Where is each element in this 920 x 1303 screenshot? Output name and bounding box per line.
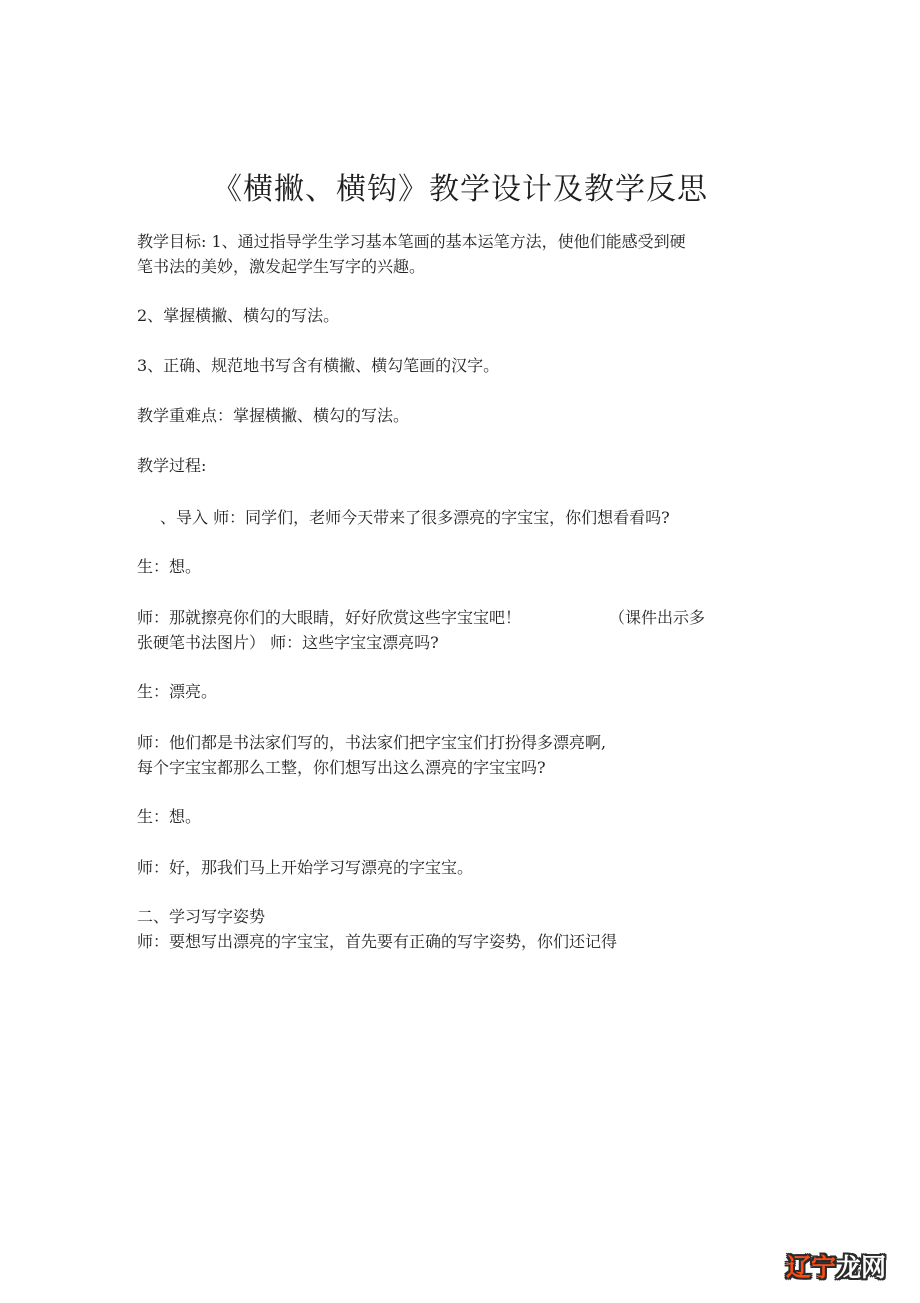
- objectives-line-2: 笔书法的美妙，激发起学生写字的兴趣。: [137, 257, 426, 276]
- student-reply-3: 生：想。: [137, 807, 202, 826]
- site-watermark-logo: [786, 1253, 886, 1283]
- watermark-red-text: 辽宁: [786, 1253, 837, 1282]
- teacher-line-3b: 每个字宝宝都那么工整，你们想写出这么漂亮的字宝宝吗?: [137, 758, 546, 777]
- section-2-heading: 二、学习写字姿势: [137, 907, 266, 926]
- student-reply-2: 生：漂亮。: [137, 682, 218, 701]
- teacher-line-2a: [137, 606, 705, 630]
- teacher-line-4: 师：好，那我们马上开始学习写漂亮的字宝宝。: [137, 858, 474, 877]
- watermark-white-text: 龙网: [836, 1253, 887, 1282]
- objectives-line-1: 教学目标: 1、通过指导学生学习基本笔画的基本运笔方法，使他们能感受到硬: [137, 232, 686, 251]
- student-reply-1: 生：想。: [137, 557, 202, 576]
- process-heading: 教学过程:: [137, 456, 207, 475]
- teacher-line-2a-text: 师：那就擦亮你们的大眼睛，好好欣赏这些字宝宝吧！: [137, 608, 522, 627]
- courseware-note: （课件出示多: [609, 608, 706, 627]
- section-1-intro: 、导入 师：同学们，老师今天带来了很多漂亮的字宝宝，你们想看看吗?: [160, 508, 670, 527]
- teacher-line-5: 师：要想写出漂亮的字宝宝，首先要有正确的写字姿势，你们还记得: [137, 932, 618, 951]
- teacher-line-2b: 张硬笔书法图片） 师：这些字宝宝漂亮吗?: [137, 633, 439, 652]
- key-difficulty: 教学重难点：掌握横撇、横勾的写法。: [137, 406, 410, 425]
- objective-2: 2、掌握横撇、横勾的写法。: [137, 306, 340, 325]
- objective-3: 3、正确、规范地书写含有横撇、横勾笔画的汉字。: [137, 356, 500, 375]
- teacher-line-3a: 师：他们都是书法家们写的，书法家们把字宝宝们打扮得多漂亮啊,: [137, 733, 607, 752]
- page-title: 《横撇、横钩》教学设计及教学反思: [212, 172, 708, 207]
